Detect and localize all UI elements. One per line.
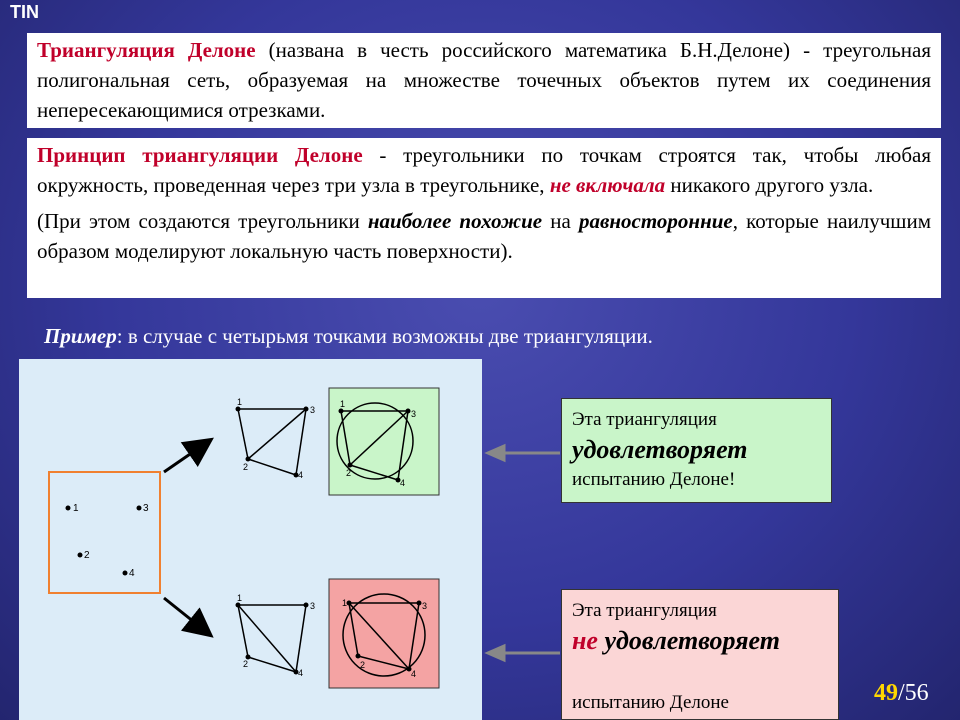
ok-arrow-head xyxy=(488,446,504,460)
point-label: 3 xyxy=(310,405,316,415)
note-part: (При этом создаются треугольники xyxy=(37,209,368,233)
slide-tag: TIN xyxy=(10,2,39,22)
point-label: 1 xyxy=(73,503,79,514)
point-label: 2 xyxy=(360,660,366,670)
point-label: 3 xyxy=(411,409,417,419)
invalid-callout xyxy=(561,589,839,720)
example-text: : в случае с четырьмя точками возможны две триангуляции. xyxy=(116,324,653,348)
point-label: 4 xyxy=(298,668,304,678)
valid-callout xyxy=(561,398,832,503)
principle-end: никакого другого узла. xyxy=(665,173,874,197)
note-emphasis: наиболее похожие xyxy=(367,209,543,233)
point-label: 4 xyxy=(411,669,417,679)
point-label: 2 xyxy=(243,659,249,669)
definition-body: (названа в честь российского математика Б.Н.Делоне) - треугольная полигональная сеть, образуемая на множестве точечных объектов путем их соединения непересекающимися отрезками. xyxy=(37,38,931,122)
point-label: 3 xyxy=(422,601,428,611)
valid-callout-verdict: удовлетворяет xyxy=(572,435,748,464)
point-label: 2 xyxy=(84,550,90,561)
invalid-callout-line1: Эта триангуляция xyxy=(572,600,717,621)
point-label: 4 xyxy=(298,470,304,480)
point-label: 1 xyxy=(340,399,346,409)
invalid-callout-verdict: удовлетворяет xyxy=(604,626,780,655)
point-label: 1 xyxy=(342,598,348,608)
valid-callout-line3: испытанию Делоне! xyxy=(572,469,736,490)
invalid-callout-negation: не xyxy=(572,626,598,655)
page-current: 49 xyxy=(874,680,898,706)
valid-callout-line1: Эта триангуляция xyxy=(572,409,717,430)
principle-term: Принцип триангуляции Делоне xyxy=(37,143,363,167)
point-label: 1 xyxy=(237,397,243,407)
point-label: 3 xyxy=(143,503,149,514)
point-label: 3 xyxy=(310,601,316,611)
bad-arrow-head xyxy=(488,646,504,660)
point-label: 2 xyxy=(346,468,352,478)
point-label: 1 xyxy=(237,593,243,603)
note-emphasis: равносторонние xyxy=(578,209,733,233)
definition-term: Триангуляция Делоне xyxy=(37,38,256,62)
note-part: на xyxy=(542,209,579,233)
principle-body: - треугольники по точкам строятся так, чтобы любая окружность, проведенная через три узла в треугольнике, xyxy=(37,143,931,197)
point-label: 2 xyxy=(243,462,249,472)
invalid-callout-line3: испытанию Делоне xyxy=(572,692,729,713)
note-part: , которые наилучшим образом моделируют локальную часть поверхности). xyxy=(37,209,931,263)
page-total: /56 xyxy=(898,680,929,706)
point-label: 4 xyxy=(400,478,406,488)
principle-negation: не включала xyxy=(549,173,666,197)
point-label: 4 xyxy=(129,568,135,579)
page-counter xyxy=(874,680,929,707)
example-label: Пример xyxy=(44,324,117,348)
